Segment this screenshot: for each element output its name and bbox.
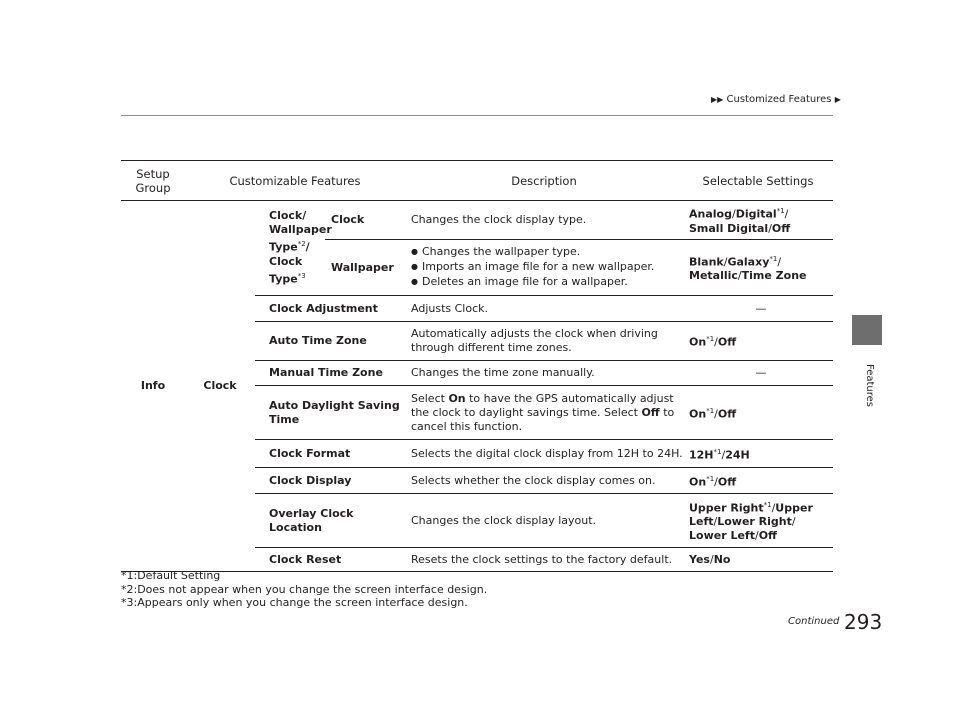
- setting-lower-left: Lower Left: [689, 529, 755, 543]
- setting-off: Off: [771, 221, 791, 235]
- setting-digital: Digital: [735, 207, 777, 221]
- footnote: *2:Does not appear when you change the screen interface design.: [121, 582, 488, 596]
- description-line: Automatically adjusts the clock when driving: [411, 327, 658, 340]
- cw-sup-c: *2: [297, 240, 306, 249]
- list-item: ● Deletes an image file for a wallpaper.: [411, 275, 683, 290]
- cw-sup-f: *3: [297, 272, 306, 280]
- setting-no: No: [713, 552, 731, 566]
- feature-clock-format: [255, 440, 405, 468]
- footnote: *3:Appears only when you change the screen interface design.: [121, 596, 468, 609]
- setting-default-mark: *1: [706, 474, 715, 483]
- setting-off: Off: [717, 335, 737, 349]
- setup-group-info: [121, 201, 185, 572]
- description-cell: [405, 201, 683, 240]
- setting-sep: /: [714, 335, 718, 349]
- setting-default-mark: *1: [776, 207, 785, 216]
- continued-label: Continued: [788, 616, 840, 627]
- setting-small-digital: Small Digital: [689, 221, 769, 235]
- feature-label: Clock Format: [269, 446, 351, 460]
- header-setup-group: [121, 161, 185, 201]
- feature-label: Manual Time Zone: [269, 366, 383, 379]
- subgroup-label: Clock: [203, 379, 237, 392]
- feature-label: Clock Display: [269, 473, 352, 487]
- setting-blank: Blank: [689, 255, 724, 269]
- feature-wallpaper: [325, 240, 405, 296]
- description-cell: [405, 296, 683, 322]
- feature-label: Clock Adjustment: [269, 301, 378, 315]
- feature-label: Clock: [331, 213, 365, 226]
- feature-overlay-clock-location: [255, 494, 405, 548]
- cw-label-f: Type: [269, 272, 298, 286]
- feature-clock-wallpaper-type: [255, 201, 332, 296]
- section-tab-label: [849, 340, 889, 430]
- breadcrumb-label: Customized Features: [726, 94, 832, 105]
- cw-label-b: Wallpaper: [269, 223, 332, 237]
- settings-cell: [683, 361, 833, 386]
- setting-sep: /: [714, 407, 718, 421]
- setting-yes: Yes: [689, 552, 710, 566]
- breadcrumb: [711, 94, 841, 105]
- setting-none: —: [755, 366, 767, 379]
- customization-table: [121, 160, 833, 572]
- settings-cell: [683, 494, 833, 548]
- header-setup-group-text: Setup Group: [135, 166, 171, 195]
- feature-clock: [325, 201, 405, 240]
- list-item: ● Imports an image file for a new wallpaper.: [411, 260, 683, 275]
- desc-part: to: [659, 405, 675, 419]
- description-cell: [405, 468, 683, 494]
- feature-auto-time-zone: [255, 322, 405, 361]
- cw-label-e: Clock: [269, 255, 303, 268]
- desc-part: the clock to daylight savings time. Select: [411, 405, 642, 419]
- description-cell: [405, 494, 683, 548]
- setting-sep: /: [714, 475, 718, 489]
- settings-cell: [683, 386, 833, 440]
- setting-on: On: [689, 407, 707, 421]
- setting-sep: /: [709, 552, 714, 566]
- header-settings-text: Selectable Settings: [702, 173, 814, 188]
- setting-sep: /: [777, 255, 782, 269]
- arrow-right-icon: ▶▶: [711, 95, 724, 104]
- settings-cell: [683, 440, 833, 468]
- settings-cell: [683, 240, 833, 296]
- table-header-row: [121, 161, 833, 201]
- description-text: Adjusts Clock.: [411, 301, 488, 315]
- settings-cell: [683, 322, 833, 361]
- setting-sep: /: [784, 207, 789, 221]
- cw-label-a: Clock/: [269, 209, 307, 223]
- desc-part: cancel this function.: [411, 419, 523, 433]
- feature-clock-reset: [255, 548, 405, 572]
- feature-label: Clock Reset: [269, 552, 342, 566]
- setting-on: On: [689, 335, 707, 349]
- footnotes: [121, 569, 487, 610]
- setting-default-mark: *1: [706, 335, 715, 344]
- header-description-text: Description: [511, 173, 577, 188]
- setting-upper-left-a: Upper: [775, 501, 813, 515]
- setting-default-mark: *1: [769, 254, 778, 263]
- header-rule: [121, 115, 833, 116]
- setting-24h: 24H: [725, 448, 750, 462]
- description-cell: [405, 386, 683, 440]
- feature-clock-display: [255, 468, 405, 494]
- group-label: Info: [140, 379, 166, 392]
- description-text: Changes the clock display type.: [411, 213, 587, 226]
- desc-on: On: [448, 391, 466, 405]
- section-tab-text: Features: [863, 363, 875, 407]
- description-text: Selects whether the clock display comes on.: [411, 473, 656, 487]
- feature-label: Overlay Clock Location: [269, 506, 354, 534]
- page-number: 293: [844, 610, 883, 634]
- desc-off: Off: [641, 405, 660, 419]
- setting-off: Off: [717, 475, 737, 489]
- desc-part: to have the GPS automatically adjust: [465, 391, 674, 405]
- description-text: Resets the clock settings to the factory default.: [411, 552, 673, 566]
- setting-off: Off: [758, 529, 777, 543]
- setting-default-mark: *1: [763, 500, 772, 509]
- cw-label-d: /: [305, 241, 310, 254]
- description-bullets: [411, 245, 683, 290]
- setting-off: Off: [717, 407, 737, 421]
- description-cell: [405, 240, 683, 296]
- feature-label: Wallpaper: [331, 260, 394, 274]
- setting-analog: Analog: [689, 207, 732, 221]
- footnote: *1:Default Setting: [121, 569, 221, 582]
- setting-sep: /: [791, 515, 796, 529]
- description-text: Changes the clock display layout.: [411, 513, 597, 527]
- feature-manual-time-zone: [255, 361, 405, 386]
- setting-12h: 12H: [689, 448, 714, 462]
- setting-sep: /: [737, 269, 742, 283]
- cw-label-c: Type: [269, 241, 298, 254]
- settings-cell: [683, 548, 833, 572]
- setting-sep: /: [713, 515, 718, 529]
- setting-default-mark: *1: [706, 406, 715, 415]
- setting-on: On: [689, 475, 707, 489]
- setting-sep: /: [721, 448, 726, 462]
- description-line: through different time zones.: [411, 341, 572, 354]
- settings-cell: [683, 468, 833, 494]
- setup-subgroup-clock: [185, 201, 255, 572]
- feature-auto-daylight-saving-time: [255, 386, 405, 440]
- setting-sep: /: [723, 255, 728, 269]
- setting-lower-right: Lower Right: [717, 515, 792, 529]
- header-description: [405, 161, 683, 201]
- description-cell: [405, 548, 683, 572]
- feature-clock-adjustment: [255, 296, 405, 322]
- table-row: [121, 201, 833, 240]
- setting-upper-right: Upper Right: [689, 501, 764, 515]
- feature-label: Auto Daylight Saving Time: [269, 398, 400, 426]
- setting-default-mark: *1: [713, 447, 722, 456]
- header-customizable-features: [185, 161, 405, 201]
- feature-label: Auto Time Zone: [269, 334, 367, 347]
- setting-sep: /: [768, 221, 772, 235]
- setting-none: —: [755, 301, 767, 315]
- setting-sep: /: [731, 207, 736, 221]
- description-text: Changes the time zone manually.: [411, 366, 595, 379]
- settings-cell: [683, 296, 833, 322]
- description-cell: [405, 322, 683, 361]
- setting-time-zone: Time Zone: [741, 269, 807, 283]
- settings-cell: [683, 201, 833, 240]
- list-item: ● Changes the wallpaper type.: [411, 245, 683, 260]
- desc-part: Select: [411, 391, 449, 405]
- setting-galaxy: Galaxy: [727, 255, 770, 269]
- description-text: Selects the digital clock display from 12H to 24H.: [411, 446, 683, 460]
- setting-sep: /: [771, 501, 776, 515]
- arrow-right-icon: ▶: [834, 95, 841, 104]
- setting-metallic: Metallic: [689, 269, 738, 283]
- setting-sep: /: [754, 529, 759, 543]
- setting-upper-left-b: Left: [689, 515, 714, 529]
- header-selectable-settings: [683, 161, 833, 201]
- description-cell: [405, 361, 683, 386]
- description-cell: [405, 440, 683, 468]
- header-features-text: Customizable Features: [229, 173, 361, 188]
